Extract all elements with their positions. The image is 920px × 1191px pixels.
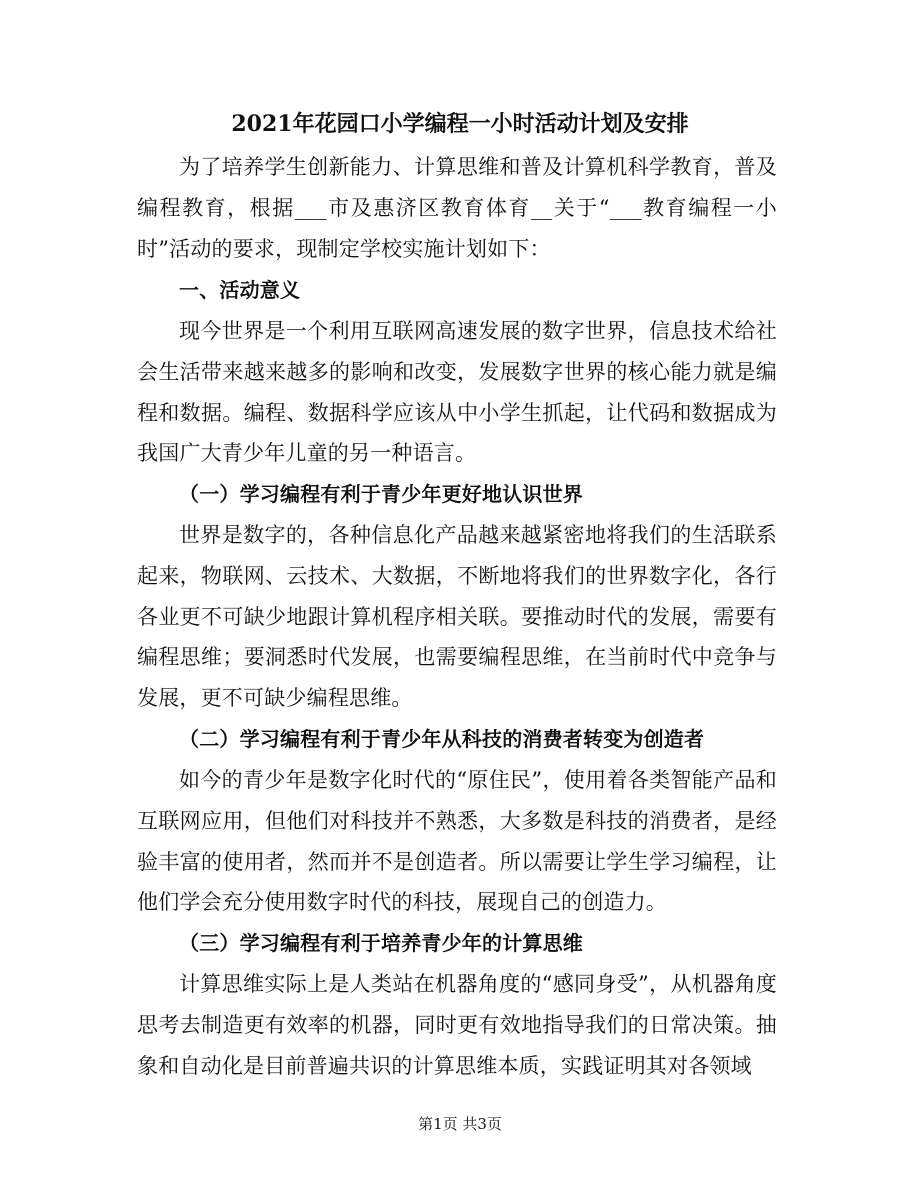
subsection-paragraph-3: 计算思维实际上是人类站在机器角度的“感同身受”，从机器角度思考去制造更有效率的机器，同时更有效地指导我们的日常决策。抽象和自动化是目前普遍共识的计算思维本质，实践证明其对各领域 [137, 972, 777, 1078]
subsection-heading-1: （一）学习编程有利于青少年更好地认识世界 [179, 482, 583, 506]
intro-paragraph: 为了培养学生创新能力、计算思维和普及计算机科学教育，普及编程教育，根据___市及惠济区教育体育__关于“___教育编程一小时”活动的要求，现制定学校实施计划如下： [137, 155, 777, 261]
subsection-paragraph-2: 如今的青少年是数字化时代的“原住民”，使用着各类智能产品和互联网应用，但他们对科技并不熟悉，大多数是科技的消费者，是经验丰富的使用者，然而并不是创造者。所以需要让学生学习编程，让他们学会充分使用数字时代的科技，展现自己的创造力。 [137, 768, 777, 915]
section-heading-significance: 一、活动意义 [179, 278, 301, 302]
subsection-paragraph-1: 世界是数字的，各种信息化产品越来越紧密地将我们的生活联系起来，物联网、云技术、大数据，不断地将我们的世界数字化，各行各业更不可缺少地跟计算机程序相关联。要推动时代的发展，需要有编程思维；要洞悉时代发展，也需要编程思维，在当前时代中竞争与发展，更不可缺少编程思维。 [137, 523, 777, 711]
significance-paragraph: 现今世界是一个利用互联网高速发展的数字世界，信息技术给社会生活带来越来越多的影响和改变，发展数字世界的核心能力就是编程和数据。编程、数据科学应该从中小学生抓起，让代码和数据成为我国广大青少年儿童的另一种语言。 [137, 319, 777, 466]
page-number-footer: 第1页 共3页 [418, 1115, 502, 1133]
subsection-heading-3: （三）学习编程有利于培养青少年的计算思维 [179, 931, 583, 955]
document-title: 2021年花园口小学编程一小时活动计划及安排 [231, 111, 689, 137]
subsection-heading-2: （二）学习编程有利于青少年从科技的消费者转变为创造者 [179, 727, 705, 751]
